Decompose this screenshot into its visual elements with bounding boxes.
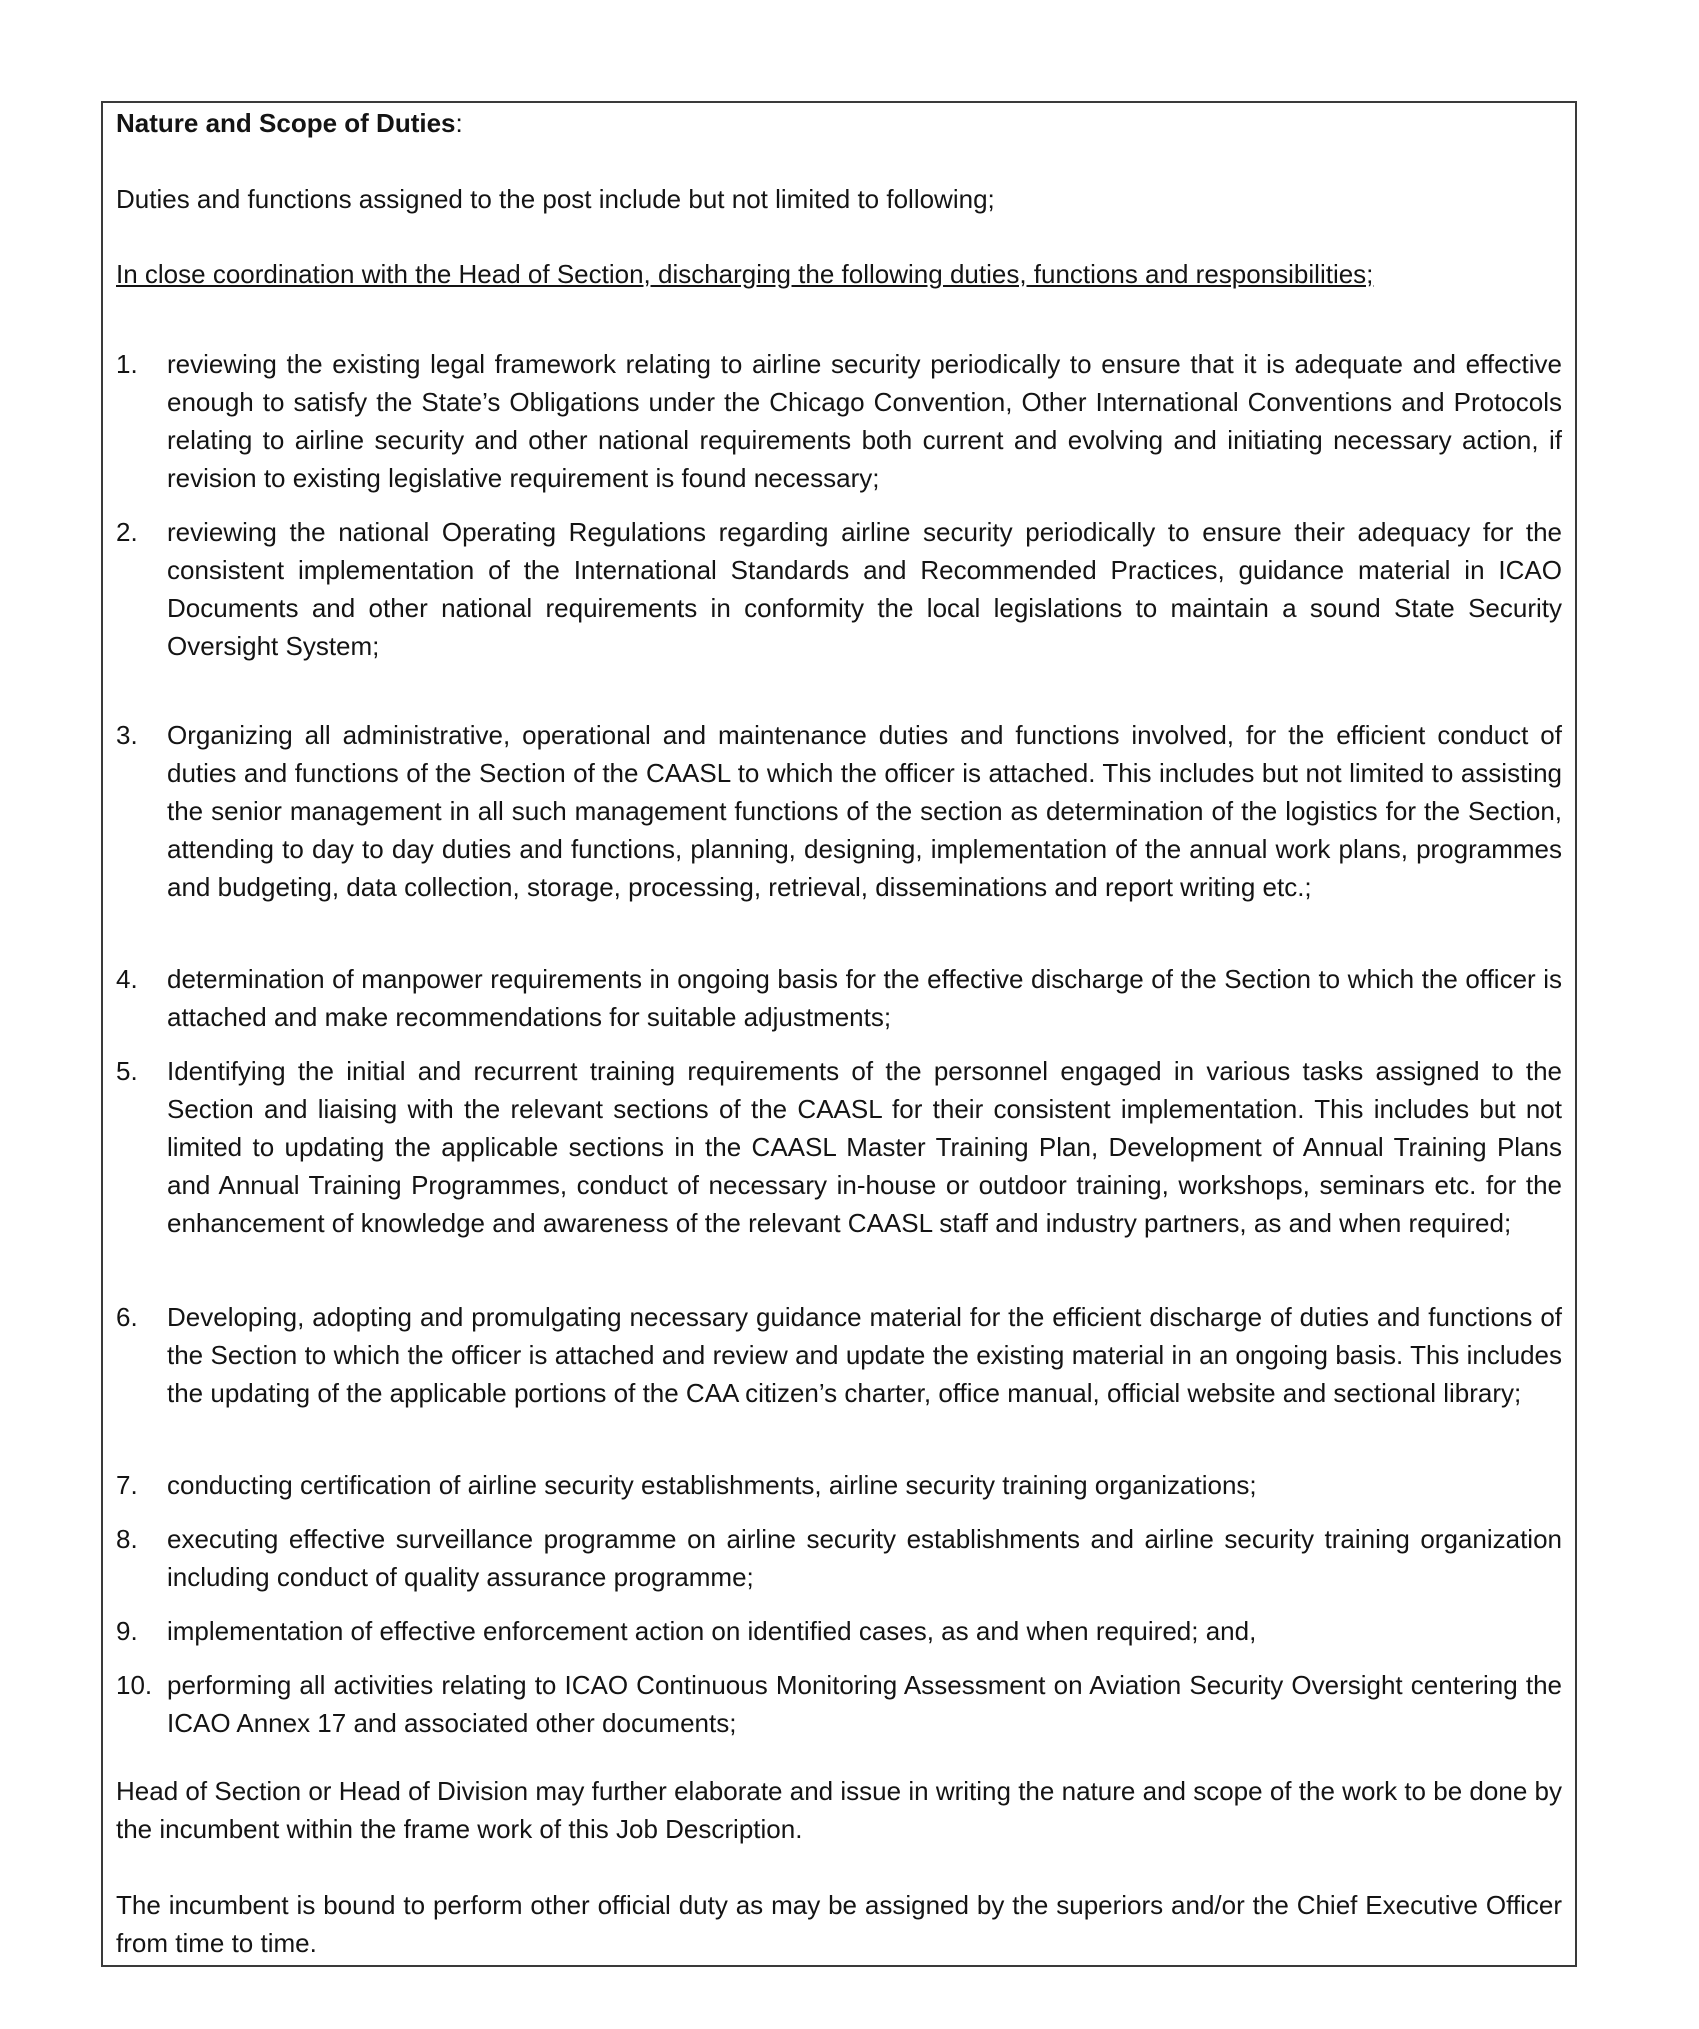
list-item-text: performing all activities relating to ICAO Continuous Monitoring Assessment on Aviation Security Oversight centering the ICAO Annex 17 and associated other documents; xyxy=(167,1670,1562,1738)
list-item-text: implementation of effective enforcement action on identified cases, as and when required; and, xyxy=(167,1616,1257,1646)
list-item-text: Organizing all administrative, operational and maintenance duties and functions involved, for the efficient conduct of duties and functions of the Section of the CAASL to which the officer is attached. This includes but not limited to assisting the senior management in all such management functions of the section as determination of the logistics for the Section, attending to day to day duties and functions, planning, designing, implementation of the annual work plans, programmes and budgeting, data collection, storage, processing, retrieval, disseminations and report writing etc.; xyxy=(167,720,1562,902)
list-item xyxy=(116,1666,1562,1742)
list-item xyxy=(116,716,1562,906)
subheading-text: In close coordination with the Head of Section, discharging the following duties, functions and responsibilities; xyxy=(116,259,1374,289)
list-item xyxy=(116,1520,1562,1596)
list-item xyxy=(116,1298,1562,1412)
list-item xyxy=(116,960,1562,1036)
list-item-number: 2. xyxy=(116,517,138,547)
list-item-number: 1. xyxy=(116,349,138,379)
list-item-text: reviewing the existing legal framework relating to airline security periodically to ensure that it is adequate and effective enough to satisfy the State’s Obligations under the Chicago Convention, Other International Conventions and Protocols relating to airline security and other national requirements both current and evolving and initiating necessary action, if revision to existing legislative requirement is found necessary; xyxy=(167,349,1562,493)
subheading xyxy=(116,255,1562,293)
list-item-number: 6. xyxy=(116,1302,138,1332)
closing-paragraph-2: The incumbent is bound to perform other official duty as may be assigned by the superiors and/or the Chief Executive Officer from time to time. xyxy=(116,1890,1562,1958)
list-item-number: 3. xyxy=(116,720,138,750)
list-item-text: conducting certification of airline security establishments, airline security training organizations; xyxy=(167,1470,1257,1500)
list-item-number: 7. xyxy=(116,1470,138,1500)
list-item-number: 5. xyxy=(116,1056,138,1086)
list-item xyxy=(116,345,1562,497)
list-item-text: Developing, adopting and promulgating necessary guidance material for the efficient discharge of duties and functions of the Section to which the officer is attached and review and update the existing material in an ongoing basis. This includes the updating of the applicable portions of the CAA citizen’s charter, office manual, official website and sectional library; xyxy=(167,1302,1562,1408)
section-heading xyxy=(116,104,463,142)
list-item-text: Identifying the initial and recurrent training requirements of the personnel engaged in various tasks assigned to the Section and liaising with the relevant sections of the CAASL for their consistent implementation. This includes but not limited to updating the applicable sections in the CAASL Master Training Plan, Development of Annual Training Plans and Annual Training Programmes, conduct of necessary in-house or outdoor training, workshops, seminars etc. for the enhancement of knowledge and awareness of the relevant CAASL staff and industry partners, as and when required; xyxy=(167,1056,1562,1238)
list-item-text: determination of manpower requirements in ongoing basis for the effective discharge of the Section to which the officer is attached and make recommendations for suitable adjustments; xyxy=(167,964,1562,1032)
list-item xyxy=(116,1466,1562,1504)
section-heading-colon: : xyxy=(455,108,463,138)
list-item-text: reviewing the national Operating Regulations regarding airline security periodically to ensure their adequacy for the consistent implementation of the International Standards and Recommended Practices, guidance material in ICAO Documents and other national requirements in conformity the local legislations to maintain a sound State Security Oversight System; xyxy=(167,517,1562,661)
list-item xyxy=(116,1612,1562,1650)
list-item-number: 10. xyxy=(116,1670,153,1700)
closing-paragraph-1: Head of Section or Head of Division may further elaborate and issue in writing the nature and scope of the work to be done by the incumbent within the frame work of this Job Description. xyxy=(116,1776,1562,1844)
intro-paragraph: Duties and functions assigned to the post include but not limited to following; xyxy=(116,184,995,214)
section-heading-title: Nature and Scope of Duties xyxy=(116,108,456,138)
list-item-number: 4. xyxy=(116,964,138,994)
list-item xyxy=(116,513,1562,665)
list-item xyxy=(116,1052,1562,1242)
list-item-number: 9. xyxy=(116,1616,138,1646)
list-item-number: 8. xyxy=(116,1524,138,1554)
list-item-text: executing effective surveillance programme on airline security establishments and airline security training organization including conduct of quality assurance programme; xyxy=(167,1524,1562,1592)
